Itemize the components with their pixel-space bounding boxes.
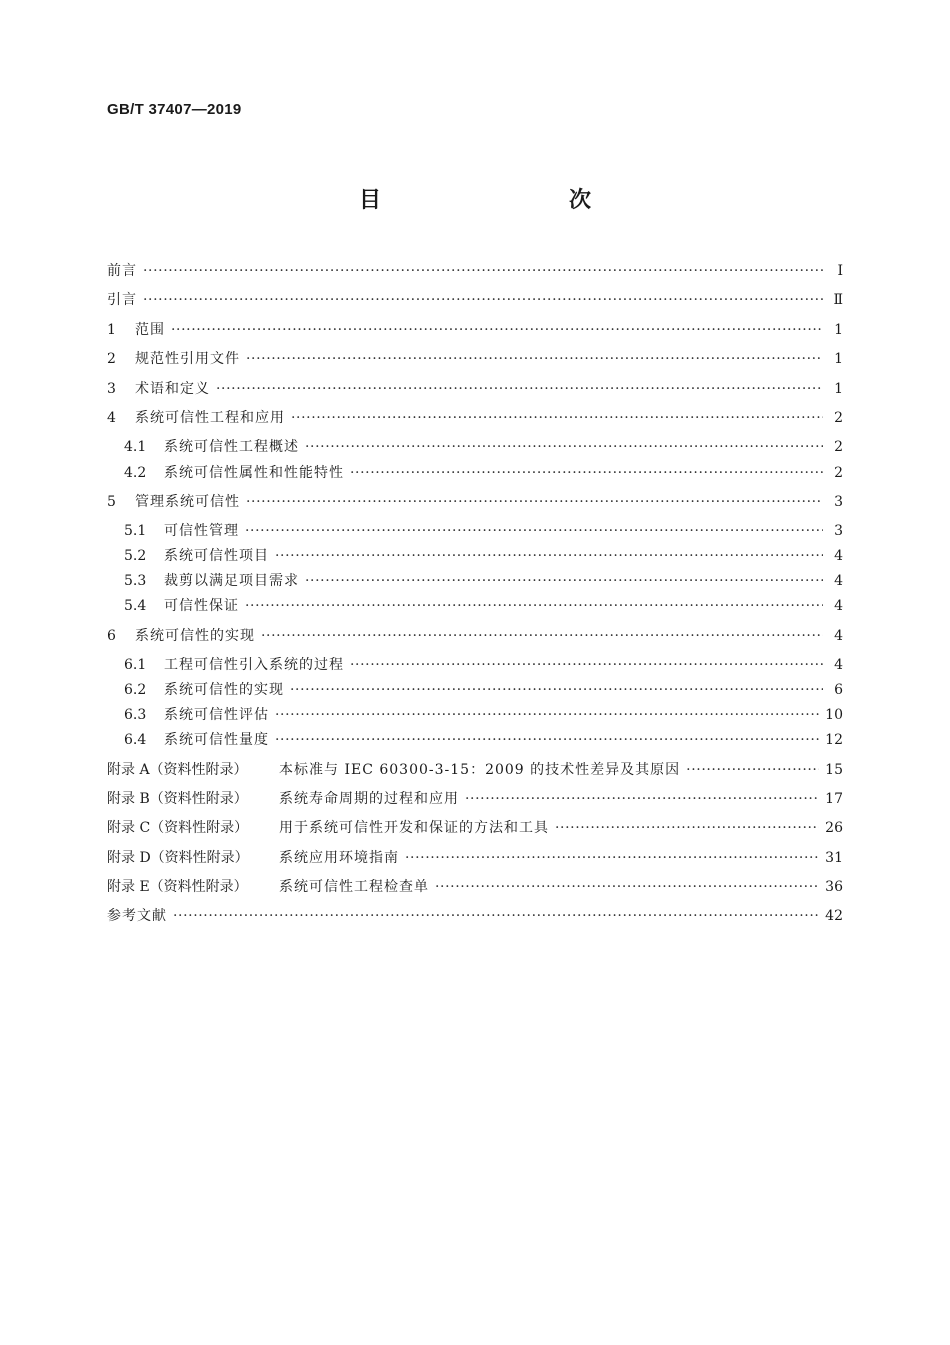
toc-entry-page: 26 [825,820,843,836]
toc-entry-label: 可信性管理 [164,523,239,539]
toc-entry-page: Ⅰ [837,263,843,279]
toc-entry-label: 本标准与 IEC 60300-3-15：2009 的技术性差异及其原因 [279,762,681,778]
dot-leader [261,625,823,647]
toc-entry-label: 规范性引用文件 [135,351,240,367]
dot-leader [275,729,819,751]
toc-entry-page: 4 [834,598,843,614]
toc-entry-page: 36 [825,879,843,895]
toc-entry-label: 系统可信性量度 [164,732,269,748]
toc-entry-number: 4.2 [124,465,147,481]
toc-entry-number: 附录 A（资料性附录） [107,762,248,778]
toc-entry-4-1[interactable] [124,436,843,458]
toc-entry-number: 6.3 [124,707,147,723]
toc-entry-number: 5.4 [124,598,147,614]
toc-entry-number: 3 [107,381,116,397]
toc-entry-label: 管理系统可信性 [135,494,240,510]
toc-entry-page: 1 [834,322,843,338]
toc-entry-page: 6 [834,682,843,698]
toc-entry-number: 5.1 [124,523,147,539]
toc-entry-number: 6.2 [124,682,147,698]
toc-entry-5-1[interactable] [124,520,843,542]
toc-entry-number: 5.2 [124,548,147,564]
toc-entry-page: 2 [834,439,843,455]
toc-entry-annex-a[interactable] [107,759,843,781]
toc-entry-1[interactable] [107,319,843,341]
toc-entry-page: 15 [825,762,843,778]
toc-title: 目 次 [358,188,639,213]
toc-entry-number: 6.4 [124,732,147,748]
toc-entry-number: 5.3 [124,573,147,589]
dot-leader [246,491,823,513]
toc-entry-introduction[interactable] [107,289,843,311]
dot-leader [143,260,823,282]
dot-leader [245,520,823,542]
toc-entry-label: 系统可信性的实现 [135,628,255,644]
toc-entry-6-1[interactable] [124,654,843,676]
dot-leader [275,704,819,726]
toc-entry-2[interactable] [107,348,843,370]
toc-entry-label: 系统可信性项目 [164,548,269,564]
dot-leader [405,847,819,869]
toc-entry-label: 系统可信性属性和性能特性 [164,465,344,481]
toc-entry-page: 2 [834,410,843,426]
dot-leader [350,462,823,484]
toc-entry-page: 17 [825,791,843,807]
toc-entry-label: 前言 [107,263,137,279]
toc-entry-6-4[interactable] [124,729,843,751]
toc-entry-page: 31 [825,850,843,866]
toc-entry-label: 裁剪以满足项目需求 [164,573,299,589]
toc-entry-label: 系统可信性工程检查单 [279,879,429,895]
toc-entry-number: 4 [107,410,116,426]
dot-leader [350,654,823,676]
dot-leader [305,570,823,592]
toc-entry-number: 6.1 [124,657,147,673]
toc-entry-label: 系统可信性工程和应用 [135,410,285,426]
dot-leader [290,679,823,701]
toc-entry-annex-b[interactable] [107,788,843,810]
toc-entry-foreword[interactable] [107,260,843,282]
dot-leader [171,319,823,341]
toc-entry-page: 2 [834,465,843,481]
dot-leader [245,595,823,617]
toc-entry-number: 2 [107,351,116,367]
toc-entry-5-2[interactable] [124,545,843,567]
toc-entry-number: 6 [107,628,116,644]
toc-entry-bibliography[interactable] [107,905,843,927]
toc-entry-number: 附录 D（资料性附录） [107,850,249,866]
toc-entry-label: 引言 [107,292,137,308]
dot-leader [686,759,819,781]
dot-leader [275,545,823,567]
toc-entry-number: 附录 E（资料性附录） [107,879,248,895]
dot-leader [465,788,819,810]
document-number: GB/T 37407—2019 [107,101,242,118]
toc-entry-label: 术语和定义 [135,381,210,397]
toc-entry-number: 附录 C（资料性附录） [107,820,249,836]
toc-entry-label: 系统应用环境指南 [279,850,399,866]
toc-entry-page: 4 [834,657,843,673]
dot-leader [555,817,819,839]
dot-leader [291,407,823,429]
toc-entry-page: 4 [834,548,843,564]
toc-entry-page: 4 [834,628,843,644]
toc-entry-number: 4.1 [124,439,147,455]
toc-entry-6-3[interactable] [124,704,843,726]
toc-entry-page: 42 [825,908,843,924]
toc-entry-page: 3 [834,494,843,510]
toc-entry-annex-e[interactable] [107,876,843,898]
toc-entry-4-2[interactable] [124,462,843,484]
dot-leader [246,348,823,370]
toc-entry-label: 系统寿命周期的过程和应用 [279,791,459,807]
toc-entry-label: 系统可信性的实现 [164,682,284,698]
dot-leader [216,378,823,400]
toc-entry-label: 用于系统可信性开发和保证的方法和工具 [279,820,549,836]
toc-entry-annex-d[interactable] [107,847,843,869]
toc-entry-6[interactable] [107,625,843,647]
toc-entry-number: 附录 B（资料性附录） [107,791,248,807]
toc-entry-number: 5 [107,494,116,510]
toc-entry-4[interactable] [107,407,843,429]
toc-entry-number: 1 [107,322,116,338]
toc-entry-page: 4 [834,573,843,589]
toc-entry-page: 10 [825,707,843,723]
toc-entry-5[interactable] [107,491,843,513]
toc-entry-page: 1 [834,351,843,367]
toc-entry-label: 可信性保证 [164,598,239,614]
toc-entry-page: 1 [834,381,843,397]
dot-leader [143,289,823,311]
toc-entry-label: 系统可信性工程概述 [164,439,299,455]
toc-entry-page: 3 [834,523,843,539]
toc-entry-6-2[interactable] [124,679,843,701]
toc-entry-3[interactable] [107,378,843,400]
toc-entry-label: 工程可信性引入系统的过程 [164,657,344,673]
toc-entry-page: 12 [825,732,843,748]
toc-entry-label: 参考文献 [107,908,167,924]
toc-entry-annex-c[interactable] [107,817,843,839]
dot-leader [173,905,819,927]
toc-entry-label: 范围 [135,322,165,338]
toc-entry-page: Ⅱ [833,292,843,308]
dot-leader [305,436,823,458]
toc-entry-5-4[interactable] [124,595,843,617]
toc-entry-5-3[interactable] [124,570,843,592]
toc-entry-label: 系统可信性评估 [164,707,269,723]
dot-leader [435,876,819,898]
